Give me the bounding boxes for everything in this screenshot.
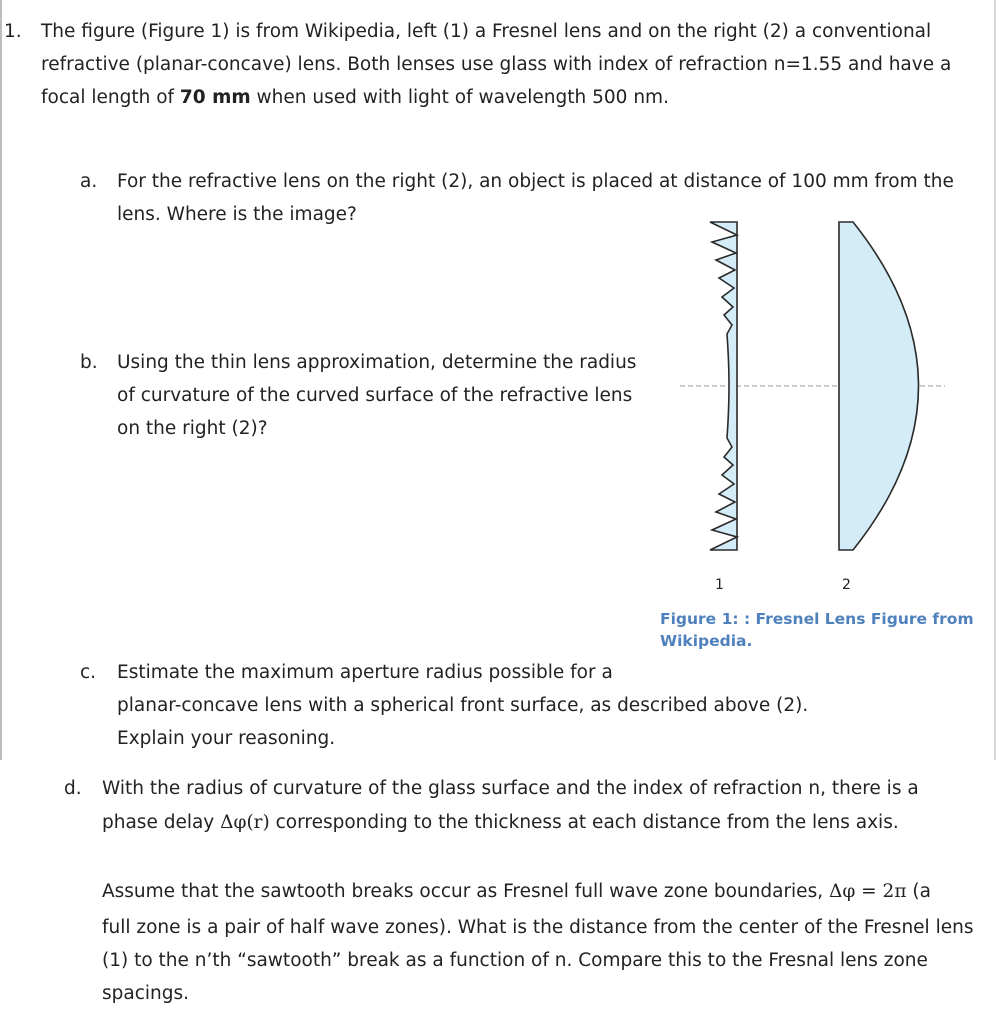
refractive-lens xyxy=(839,222,919,550)
question-text: when used with light of wavelength 500 nm. xyxy=(250,87,669,108)
focal-length-value: 70 mm xyxy=(179,87,251,108)
question-line: The figure (Figure 1) is from Wikipedia, left (1) a Fresnel lens and on the right (2) a conventional xyxy=(41,21,932,42)
part-d-marker: d. xyxy=(64,778,82,799)
part-d-text: phase delay xyxy=(102,812,221,833)
part-c-line: planar-concave lens with a spherical front surface, as described above (2). xyxy=(117,695,809,716)
part-d-text: (a xyxy=(906,881,931,902)
question-text: focal length of xyxy=(41,87,180,108)
figure-caption: Wikipedia. xyxy=(660,632,753,650)
part-d-line xyxy=(102,875,931,908)
phase-delay-formula: Δφ(r) xyxy=(220,812,270,833)
figure-label-2: 2 xyxy=(842,577,851,593)
part-a-marker: a. xyxy=(80,171,98,192)
part-c-line: Estimate the maximum aperture radius possible for a xyxy=(117,662,613,683)
part-d-text: Assume that the sawtooth breaks occur as Fresnel full wave zone boundaries, xyxy=(102,881,829,902)
part-b-line: Using the thin lens approximation, determine the radius xyxy=(117,352,637,373)
part-a-line: For the refractive lens on the right (2), an object is placed at distance of 100 mm from the xyxy=(117,171,954,192)
figure-caption: Figure 1: : Fresnel Lens Figure from xyxy=(660,610,974,628)
part-b-line: on the right (2)? xyxy=(117,418,268,439)
question-number: 1. xyxy=(4,21,22,42)
part-d-text: corresponding to the thickness at each distance from the lens axis. xyxy=(269,812,899,833)
part-d-line xyxy=(102,806,899,839)
question-line: refractive (planar-concave) lens. Both lenses use glass with index of refraction n=1.55 and have a xyxy=(41,54,952,75)
part-d-line: spacings. xyxy=(102,983,190,1004)
part-d-line: (1) to the n’th “sawtooth” break as a function of n. Compare this to the Fresnal lens zone xyxy=(102,950,928,971)
part-b-line: of curvature of the curved surface of the refractive lens xyxy=(117,385,633,406)
part-b-marker: b. xyxy=(80,352,98,373)
figure-label-1: 1 xyxy=(715,577,724,593)
part-c-marker: c. xyxy=(80,662,97,683)
full-zone-formula: Δφ = 2π xyxy=(828,881,907,902)
part-a-line: lens. Where is the image? xyxy=(117,204,357,225)
part-d-line: full zone is a pair of half wave zones). What is the distance from the center of the Fresnel lens xyxy=(102,917,974,938)
part-d-line: With the radius of curvature of the glass surface and the index of refraction n, there is a xyxy=(102,778,919,799)
part-c-line: Explain your reasoning. xyxy=(117,728,336,749)
